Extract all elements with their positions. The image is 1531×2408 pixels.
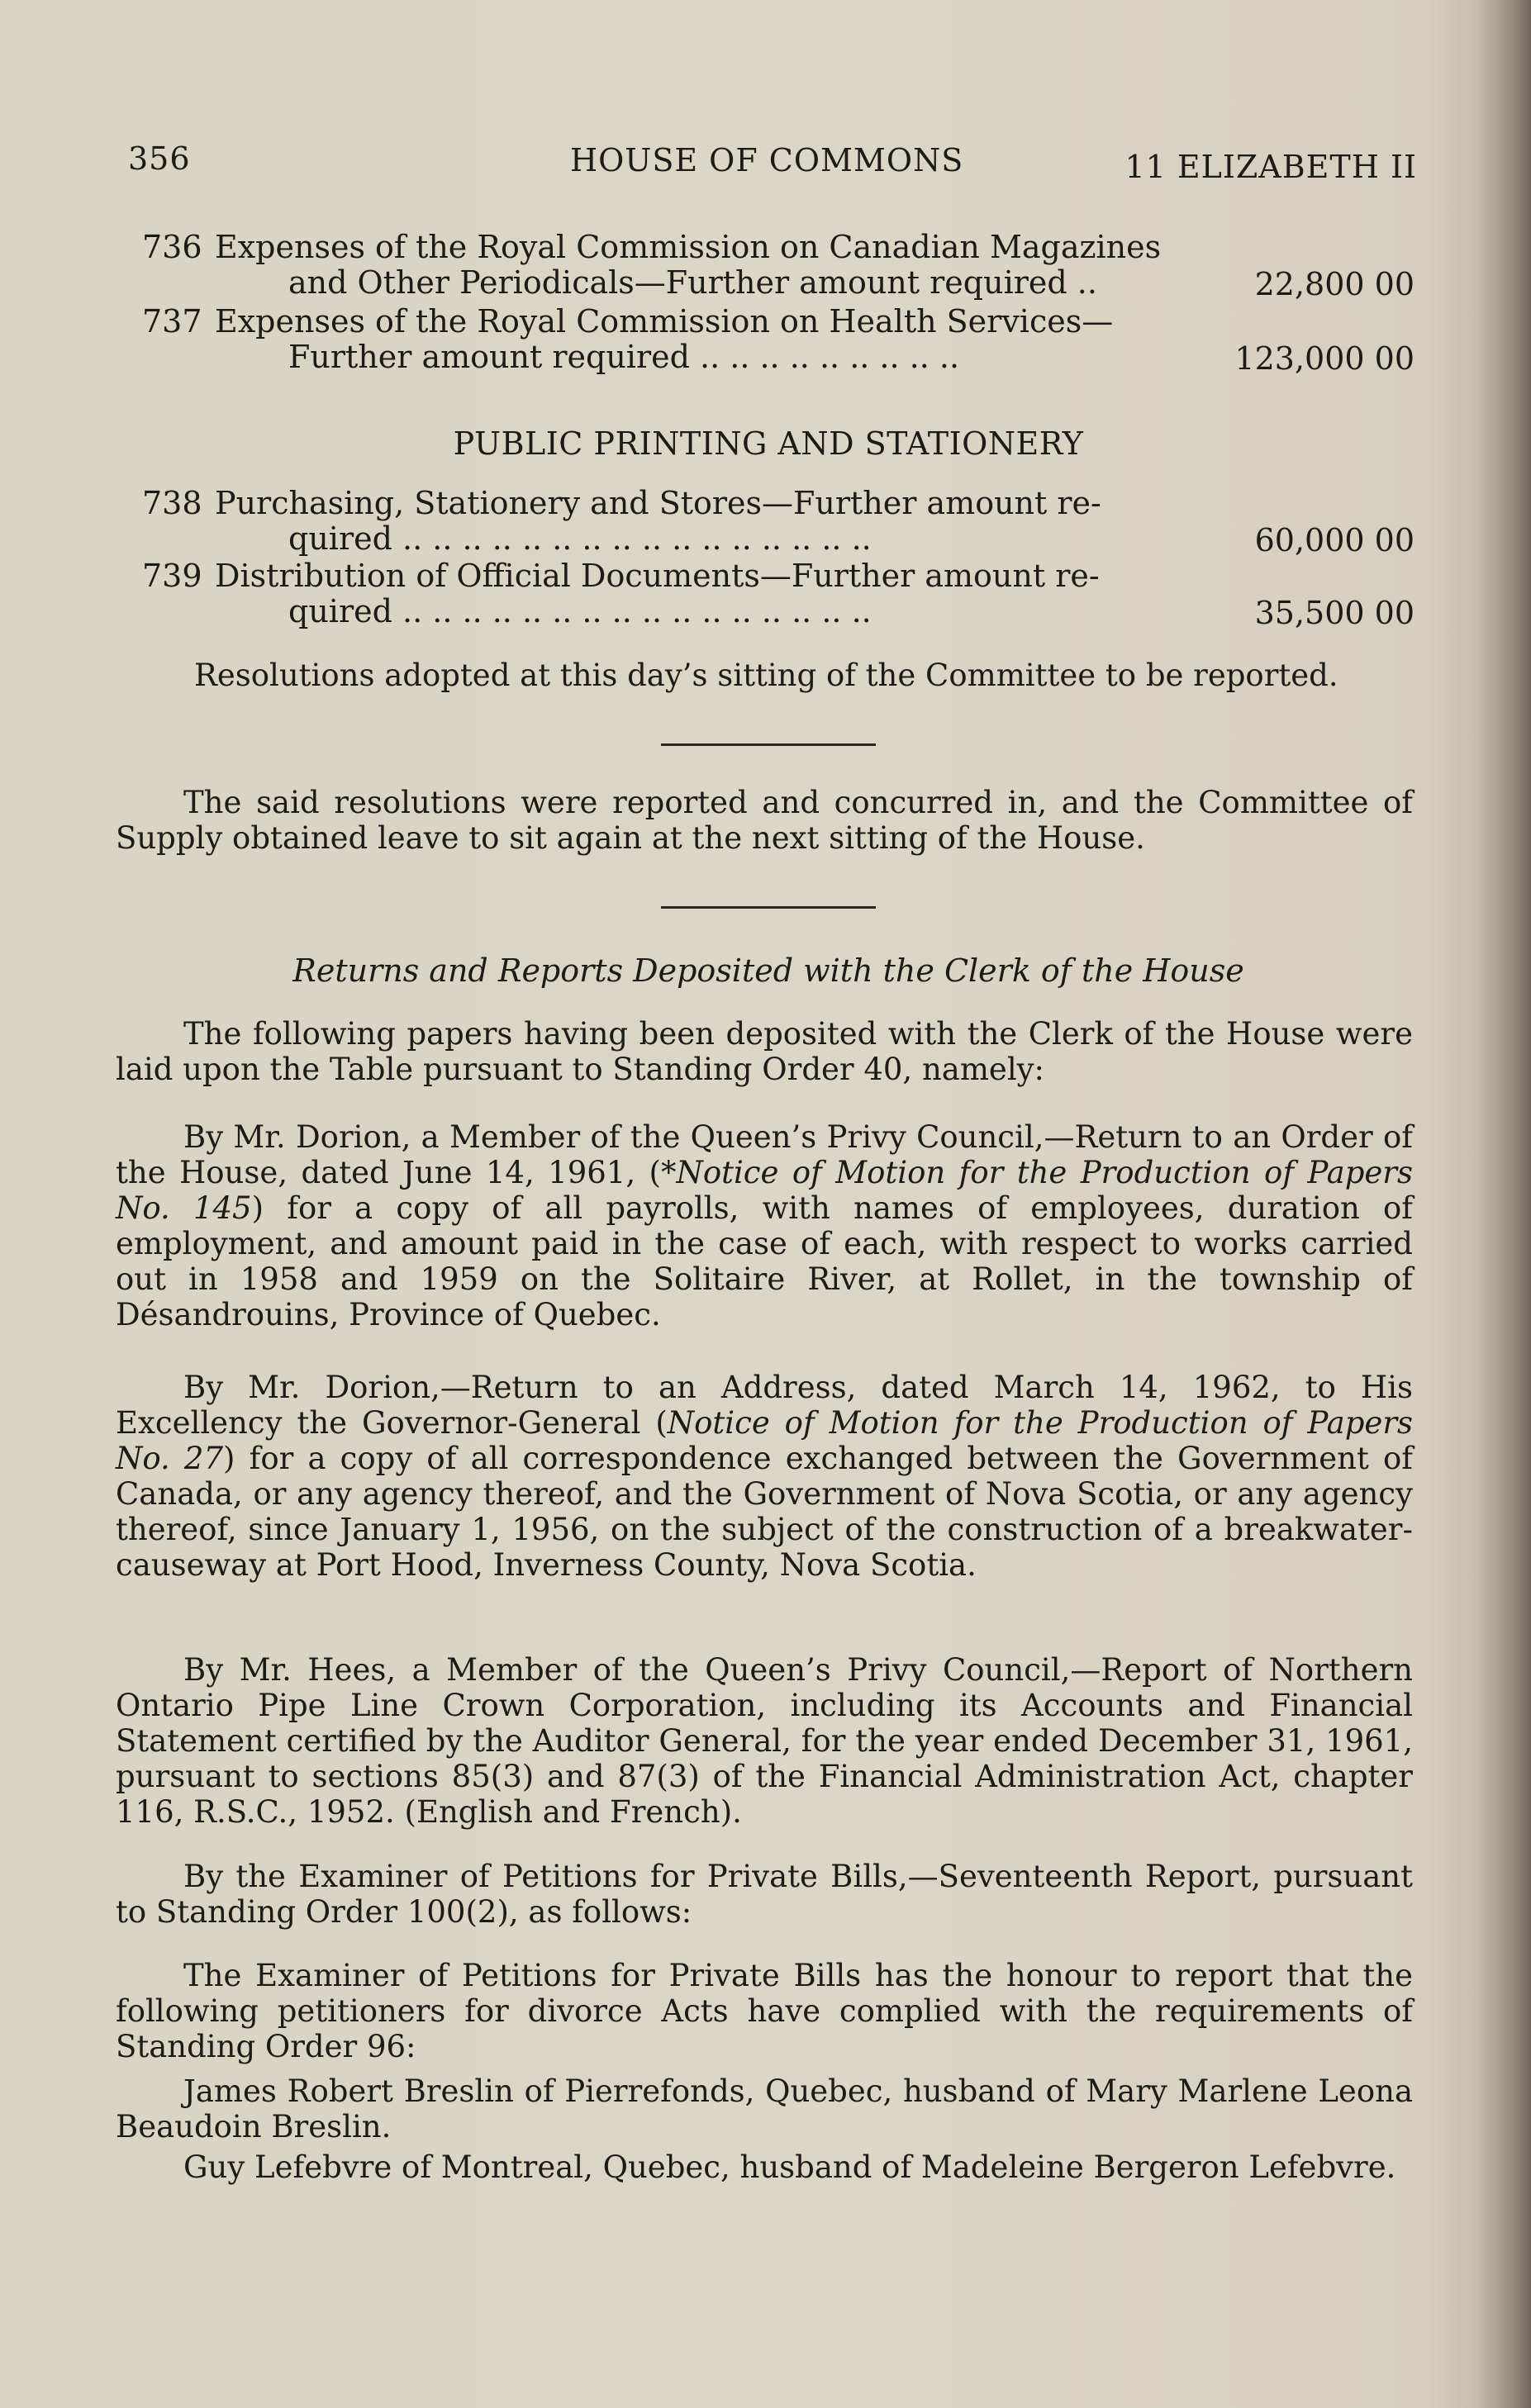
page-header	[128, 140, 1417, 190]
honour-paragraph: The Examiner of Petitions for Private Bills has the honour to report that the following petitioners for divorce Acts have complied with the requirements of Standing Order 96:	[116, 1958, 1413, 2064]
estimate-amount: 22,800 00	[1254, 266, 1415, 302]
concurred-paragraph: The said resolutions were reported and concurred in, and the Committee of Supply obtained leave to sit again at the next sitting of the House.	[116, 785, 1413, 856]
running-title: HOUSE OF COMMONS	[570, 142, 964, 178]
intro-paragraph: The following papers having been deposited with the Clerk of the House were laid upon the Table pursuant to Standing Order 40, namely:	[116, 1016, 1413, 1087]
resolutions-line: Resolutions adopted at this day’s sitting of the Committee to be reported.	[194, 658, 1338, 693]
estimate-item-739: 739 Distribution of Official Documents—Further amount re- quired .. .. .. .. .. .. .. .. .. .. .. .. .. .. .. .. 35,500 00	[142, 558, 1415, 631]
estimate-amount: 123,000 00	[1234, 340, 1415, 377]
return-paragraph-2: By Mr. Dorion,—Return to an Address, dated March 14, 1962, to His Excellency the Governor-General (Notice of Motion for the Production of Papers No. 27) for a copy of all correspondence exchanged between the Government of Canada, or any agency thereof, and the Government of Nova Scotia, or any agency thereof, since January 1, 1956, on the subject of the construction of a breakwater-causeway at Port Hood, Inverness County, Nova Scotia.	[116, 1370, 1413, 1583]
returns-heading: Returns and Reports Deposited with the Clerk of the House	[292, 952, 1244, 989]
estimate-amount: 35,500 00	[1254, 595, 1415, 631]
divider	[661, 743, 876, 746]
estimate-item-738: 738 Purchasing, Stationery and Stores—Further amount re- quired .. .. .. .. .. .. .. .. .. .. .. .. .. .. .. .. 60,000 00	[142, 485, 1415, 558]
petitioner-entry: Guy Lefebvre of Montreal, Quebec, husband of Madeleine Bergeron Lefebvre.	[183, 2149, 1396, 2185]
page-number: 356	[128, 140, 191, 177]
estimate-item-737: 737 Expenses of the Royal Commission on Health Services— Further amount required .. .. .. .. .. .. .. .. .. 123,000 00	[142, 303, 1415, 377]
petitioner-entry: James Robert Breslin of Pierrefonds, Quebec, husband of Mary Marlene Leona Beaudoin Breslin.	[116, 2073, 1413, 2144]
estimate-amount: 60,000 00	[1254, 522, 1415, 558]
divider	[661, 906, 876, 909]
examiner-paragraph: By the Examiner of Petitions for Private Bills,—Seventeenth Report, pursuant to Standing Order 100(2), as follows:	[116, 1859, 1413, 1930]
estimate-item-736: 736 Expenses of the Royal Commission on Canadian Magazines and Other Periodicals—Further amount required .. 22,800 00	[142, 229, 1415, 302]
section-heading: PUBLIC PRINTING AND STATIONERY	[453, 425, 1084, 462]
regnal-year: 11 ELIZABETH II	[1124, 149, 1417, 185]
report-paragraph-hees: By Mr. Hees, a Member of the Queen’s Privy Council,—Report of Northern Ontario Pipe Line Crown Corporation, including its Accounts and Financial Statement certified by the Auditor General, for the year ended December 31, 1961, pursuant to sections 85(3) and 87(3) of the Financial Administration Act, chapter 116, R.S.C., 1952. (English and French).	[116, 1652, 1413, 1830]
return-paragraph-1: By Mr. Dorion, a Member of the Queen’s Privy Council,—Return to an Order of the House, dated June 14, 1961, (*Notice of Motion for the Production of Papers No. 145) for a copy of all payrolls, with names of employees, duration of employment, and amount paid in the case of each, with respect to works carried out in 1958 and 1959 on the Solitaire River, at Rollet, in the township of Désandrouins, Province of Quebec.	[116, 1119, 1413, 1332]
